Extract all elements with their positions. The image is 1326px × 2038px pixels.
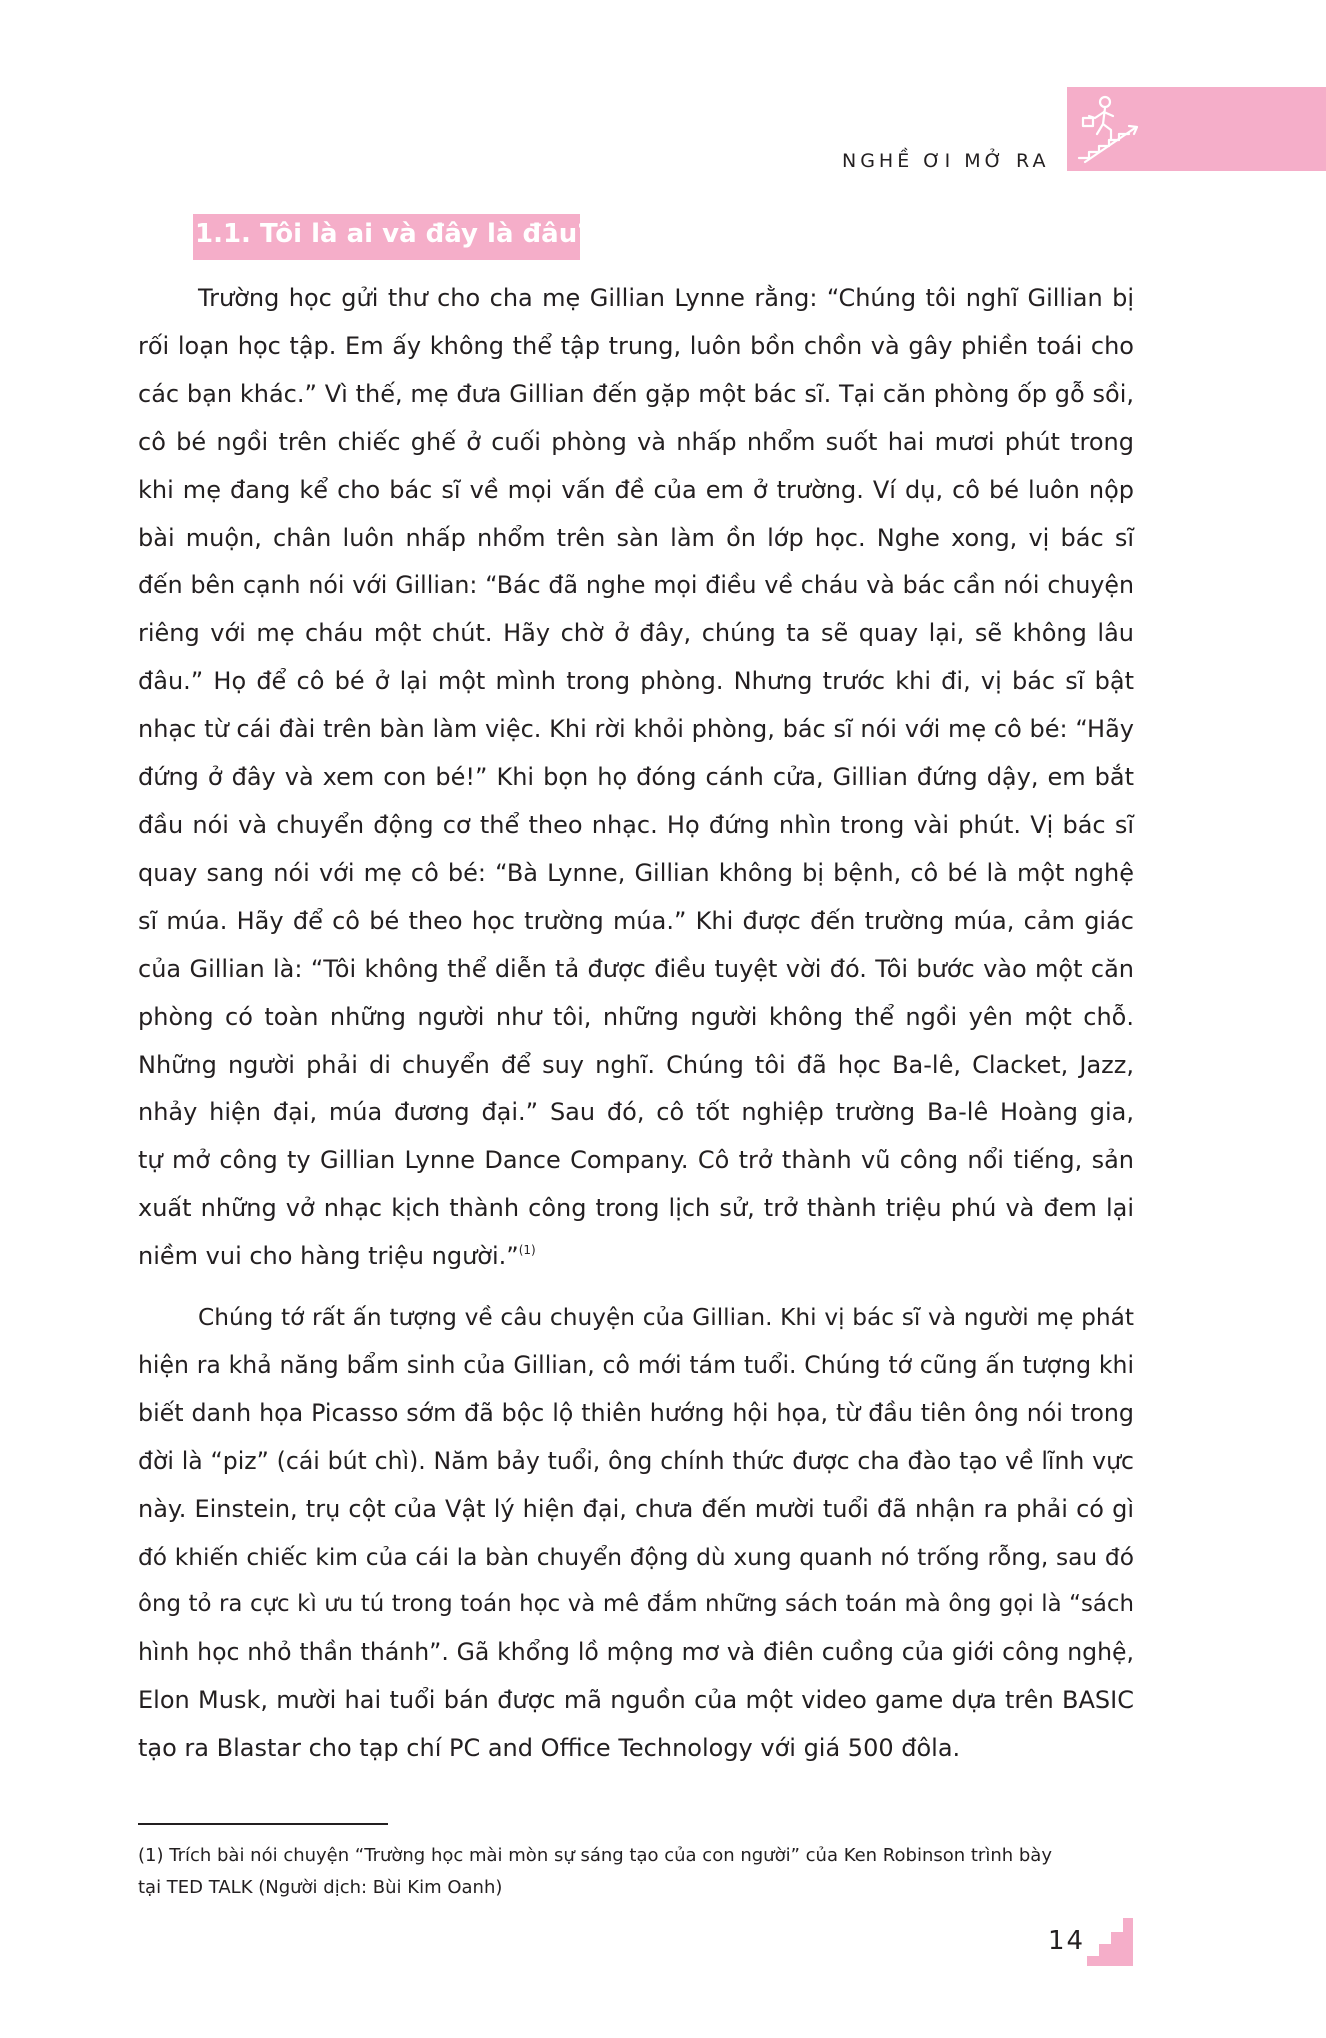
- footnote-ref: (1): [518, 1243, 536, 1258]
- paragraph-line: này. Einstein, trụ cột của Vật lý hiện đại, chưa đến mười tuổi đã nhận ra phải có gì: [138, 1494, 1134, 1523]
- paragraph-line: sĩ múa. Hãy để cô bé theo học trường múa.” Khi được đến trường múa, cảm giác: [138, 906, 1134, 935]
- paragraph-line: đứng ở đây và xem con bé!” Khi bọn họ đóng cánh cửa, Gillian đứng dậy, em bắt: [138, 763, 1134, 792]
- paragraph-line: Trường học gửi thư cho cha mẹ Gillian Lynne rằng: “Chúng tôi nghĩ Gillian bị: [198, 284, 1134, 312]
- section-heading: 1.1. Tôi là ai và đây là đâu?: [195, 219, 593, 249]
- paragraph-line: tạo ra Blastar cho tạp chí PC and Office Technology với giá 500 đôla.: [138, 1734, 961, 1763]
- paragraph-line: đầu nói và chuyển động cơ thể theo nhạc. Họ đứng nhìn trong vài phút. Vị bác sĩ: [138, 810, 1134, 839]
- paragraph-line: nhạc từ cái đài trên bàn làm việc. Khi rời khỏi phòng, bác sĩ nói với mẹ cô bé: “Hãy: [138, 715, 1134, 744]
- paragraph-last-line: [138, 1233, 1134, 1281]
- paragraph-line: đến bên cạnh nói với Gillian: “Bác đã nghe mọi điều về cháu và bác cần nói chuyện: [138, 571, 1134, 600]
- paragraph-1: [138, 275, 1134, 1281]
- paragraph-line: khi mẹ đang kể cho bác sĩ về mọi vấn đề của em ở trường. Ví dụ, cô bé luôn nộp: [138, 475, 1134, 504]
- paragraph-line: hiện ra khả năng bẩm sinh của Gillian, cô mới tám tuổi. Chúng tớ cũng ấn tượng khi: [138, 1350, 1134, 1379]
- footnote-line: (1) Trích bài nói chuyện “Trường học mài mòn sự sáng tạo của con người” của Ken Robinson trình bày: [138, 1845, 1052, 1866]
- paragraph-line: đâu.” Họ để cô bé ở lại một mình trong phòng. Nhưng trước khi đi, vị bác sĩ bật: [138, 667, 1134, 696]
- paragraph-line: Elon Musk, mười hai tuổi bán được mã nguồn của một video game dựa trên BASIC: [138, 1686, 1134, 1715]
- stairs-icon: [1087, 1918, 1133, 1966]
- paragraph-line: phòng có toàn những người như tôi, những người không thể ngồi yên một chỗ.: [138, 1002, 1134, 1031]
- footnote: [138, 1840, 1134, 1904]
- page-number: 14: [1048, 1926, 1086, 1956]
- footnote-divider: [138, 1823, 388, 1825]
- paragraph-line: quay sang nói với mẹ cô bé: “Bà Lynne, Gillian không bị bệnh, cô bé là một nghệ: [138, 858, 1134, 887]
- footnote-line: tại TED TALK (Người dịch: Bùi Kim Oanh): [138, 1877, 503, 1898]
- paragraph-line: nhảy hiện đại, múa đương đại.” Sau đó, cô tốt nghiệp trường Ba-lê Hoàng gia,: [138, 1098, 1134, 1127]
- paragraph-line: riêng với mẹ cháu một chút. Hãy chờ ở đây, chúng ta sẽ quay lại, sẽ không lâu: [138, 619, 1134, 648]
- paragraph-2: [138, 1294, 1134, 1773]
- paragraph-line: Những người phải di chuyển để suy nghĩ. Chúng tôi đã học Ba-lê, Clacket, Jazz,: [138, 1050, 1134, 1079]
- paragraph-line: xuất những vở nhạc kịch thành công trong lịch sử, trở thành triệu phú và đem lại: [138, 1194, 1134, 1223]
- paragraph-line: của Gillian là: “Tôi không thể diễn tả được điều tuyệt vời đó. Tôi bước vào một căn: [138, 954, 1134, 983]
- paragraph-line: hình học nhỏ thần thánh”. Gã khổng lồ mộng mơ và điên cuồng của giới công nghệ,: [138, 1638, 1134, 1667]
- paragraph-line: rối loạn học tập. Em ấy không thể tập trung, luôn bồn chồn và gây phiền toái cho: [138, 331, 1134, 360]
- climbing-stairs-icon: [1075, 92, 1147, 166]
- paragraph-line: đó khiến chiếc kim của cái la bàn chuyển động dù xung quanh nó trống rỗng, sau đó: [138, 1543, 1134, 1571]
- paragraph-line: biết danh họa Picasso sớm đã bộc lộ thiên hướng hội họa, từ đầu tiên ông nói trong: [138, 1398, 1134, 1427]
- paragraph-line-text: niềm vui cho hàng triệu người.”: [138, 1242, 519, 1271]
- paragraph-line: bài muộn, chân luôn nhấp nhổm trên sàn làm ồn lớp học. Nghe xong, vị bác sĩ: [138, 523, 1134, 552]
- paragraph-line: Chúng tớ rất ấn tượng về câu chuyện của Gillian. Khi vị bác sĩ và người mẹ phát: [198, 1304, 1134, 1331]
- paragraph-line: ông tỏ ra cực kì ưu tú trong toán học và mê đắm những sách toán mà ông gọi là “sách: [138, 1591, 1134, 1618]
- paragraph-line: các bạn khác.” Vì thế, mẹ đưa Gillian đến gặp một bác sĩ. Tại căn phòng ốp gỗ sồi,: [138, 379, 1134, 408]
- paragraph-line: tự mở công ty Gillian Lynne Dance Company. Cô trở thành vũ công nổi tiếng, sản: [138, 1146, 1134, 1175]
- paragraph-line: đời là “piz” (cái bút chì). Năm bảy tuổi, ông chính thức được cha đào tạo về lĩnh vực: [138, 1446, 1134, 1475]
- paragraph-line: cô bé ngồi trên chiếc ghế ở cuối phòng và nhấp nhổm suốt hai mươi phút trong: [138, 427, 1134, 456]
- running-head: NGHỀ ƠI MỞ RA: [842, 150, 1050, 172]
